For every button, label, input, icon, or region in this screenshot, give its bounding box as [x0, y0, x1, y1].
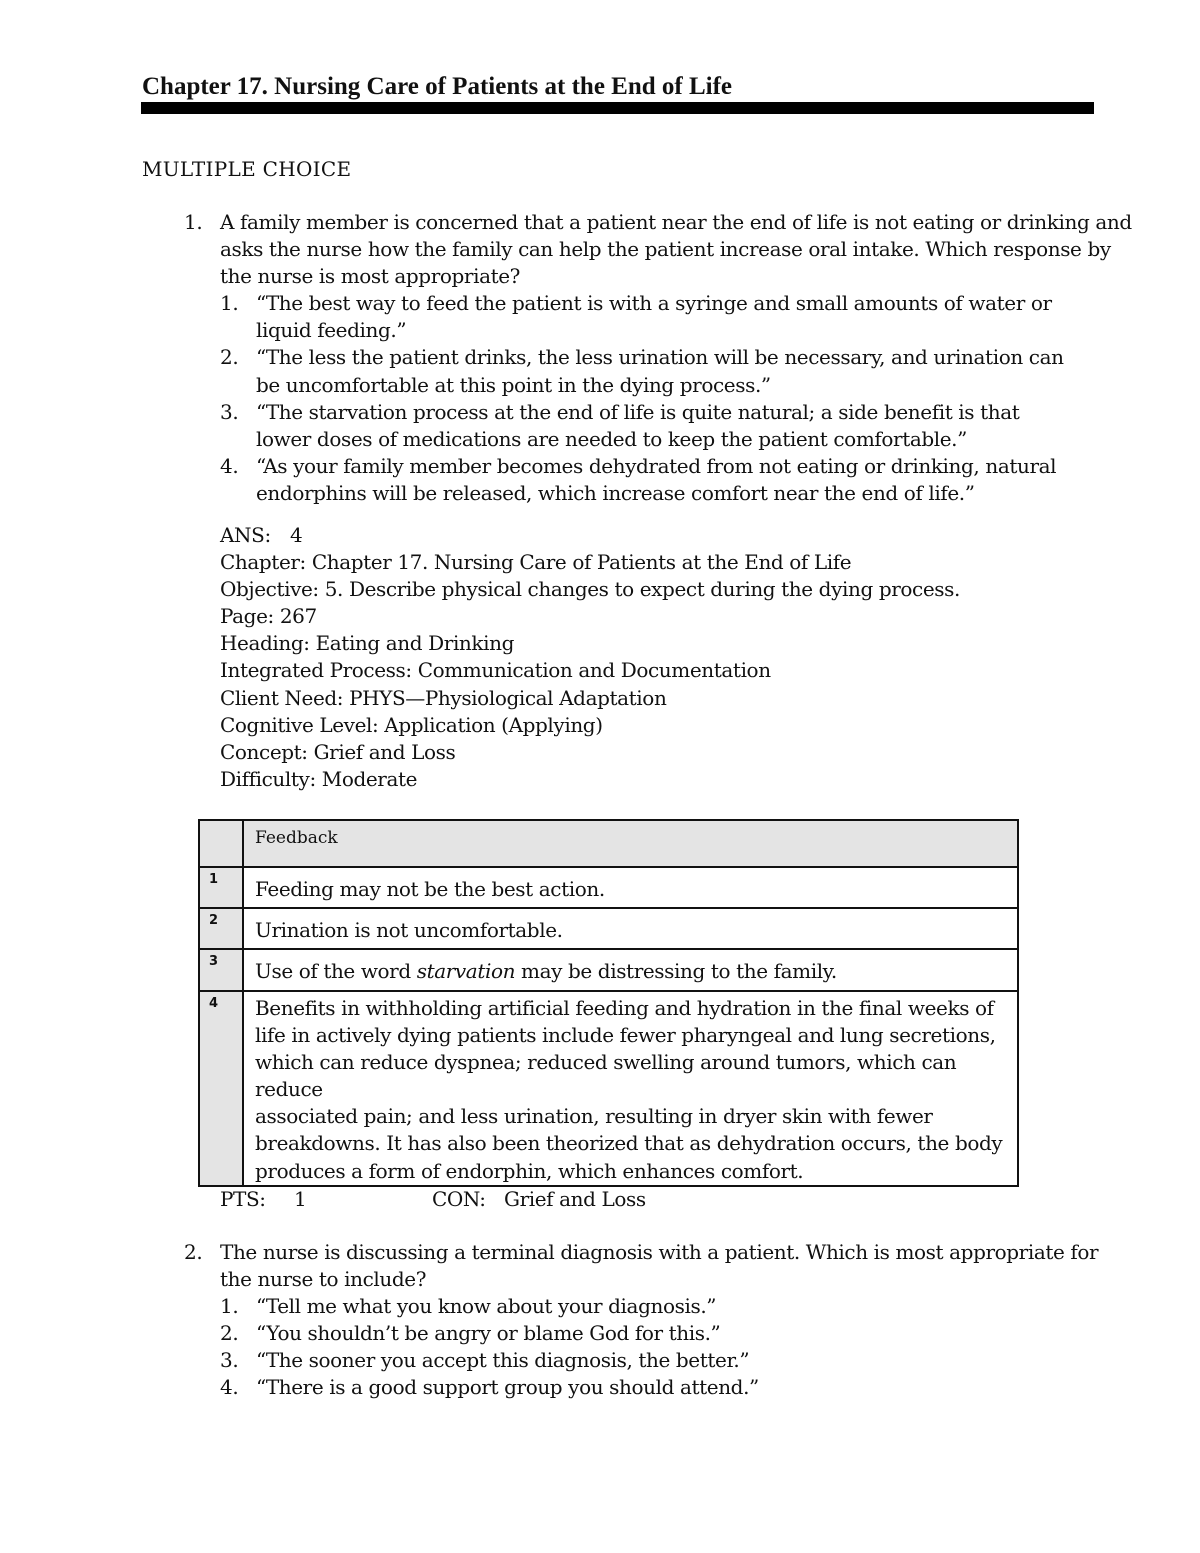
- option-line: “The sooner you accept this diagnosis, the better.”: [256, 1348, 750, 1373]
- option-line: liquid feeding.”: [256, 318, 407, 343]
- feedback-text-after: may be distressing to the family.: [515, 959, 837, 983]
- feedback-line: Benefits in withholding artificial feeding and hydration in the final weeks of: [255, 996, 994, 1020]
- answer-value: 4: [290, 523, 303, 547]
- answer-options: [184, 290, 1104, 507]
- option-line: “Tell me what you know about your diagnosis.”: [256, 1294, 717, 1319]
- answer-option: [220, 1374, 1104, 1401]
- feedback-row: [199, 908, 1018, 949]
- question-number: 2.: [184, 1240, 203, 1264]
- meta-page: Page: 267: [220, 604, 317, 629]
- feedback-table: [198, 819, 1019, 1187]
- feedback-row-number: 4: [199, 991, 243, 1186]
- points-label: PTS:: [220, 1187, 266, 1211]
- option-line: lower doses of medications are needed to keep the patient comfortable.”: [256, 426, 967, 451]
- title-rule: [141, 102, 1094, 114]
- feedback-line: life in actively dying patients include fewer pharyngeal and lung secretions,: [255, 1023, 996, 1048]
- answer-line: [220, 522, 1080, 549]
- meta-integrated-process: Integrated Process: Communication and Documentation: [220, 658, 771, 683]
- feedback-row: [199, 949, 1018, 991]
- chapter-title: Chapter 17. Nursing Care of Patients at the End of Life: [142, 73, 733, 100]
- concept-label: CON:: [432, 1187, 486, 1211]
- meta-chapter: Chapter: Chapter 17. Nursing Care of Patients at the End of Life: [220, 550, 852, 575]
- feedback-row: [199, 867, 1018, 908]
- stem-line: A family member is concerned that a patient near the end of life is not eating or drinking and: [220, 210, 1132, 234]
- feedback-line: produces a form of endorphin, which enhances comfort.: [255, 1158, 804, 1183]
- meta-client-need: Client Need: PHYS—Physiological Adaptation: [220, 685, 667, 710]
- feedback-text: Feeding may not be the best action.: [243, 867, 1018, 908]
- feedback-row-number: 1: [199, 867, 243, 908]
- feedback-header: Feedback: [243, 820, 1018, 867]
- feedback-row: [199, 991, 1018, 1186]
- section-heading: MULTIPLE CHOICE: [142, 157, 352, 181]
- question-2: [184, 1239, 1104, 1402]
- option-number: 1.: [220, 1294, 239, 1319]
- option-line: “You shouldn’t be angry or blame God for this.”: [256, 1321, 721, 1346]
- question-stem: [220, 1239, 1104, 1293]
- feedback-row-number: 3: [199, 949, 243, 991]
- question-stem: [220, 209, 1132, 290]
- option-number: 2.: [220, 1321, 239, 1346]
- option-number: 2.: [220, 345, 239, 370]
- answer-label: ANS:: [220, 523, 271, 547]
- meta-heading: Heading: Eating and Drinking: [220, 631, 515, 656]
- option-number: 1.: [220, 291, 239, 316]
- answer-option: [220, 344, 1104, 398]
- stem-line: the nurse to include?: [220, 1267, 427, 1292]
- feedback-line: associated pain; and less urination, resulting in dryer skin with fewer: [255, 1104, 933, 1129]
- header-number-cell: [199, 820, 243, 867]
- meta-difficulty: Difficulty: Moderate: [220, 766, 418, 791]
- stem-line: The nurse is discussing a terminal diagnosis with a patient. Which is most appropriate for: [220, 1240, 1099, 1264]
- option-number: 4.: [220, 1375, 239, 1400]
- meta-objective: Objective: 5. Describe physical changes to expect during the dying process.: [220, 577, 960, 602]
- question-number: 1.: [184, 210, 203, 234]
- points-value: 1: [294, 1187, 307, 1211]
- option-line: “The less the patient drinks, the less urination will be necessary, and urination can: [256, 345, 1064, 370]
- option-line: “The best way to feed the patient is with a syringe and small amounts of water or: [256, 291, 1052, 316]
- option-line: “The starvation process at the end of life is quite natural; a side benefit is that: [256, 399, 1020, 424]
- option-line: be uncomfortable at this point in the dying process.”: [256, 372, 771, 397]
- answer-option: [220, 399, 1104, 453]
- feedback-text: Urination is not uncomfortable.: [243, 908, 1018, 949]
- answer-metadata: [220, 522, 1080, 793]
- answer-option: [220, 1320, 1104, 1347]
- option-number: 3.: [220, 399, 239, 424]
- answer-option: [220, 453, 1104, 507]
- meta-cognitive-level: Cognitive Level: Application (Applying): [220, 712, 603, 737]
- stem-line: the nurse is most appropriate?: [220, 264, 520, 289]
- option-number: 3.: [220, 1348, 239, 1373]
- stem-line: asks the nurse how the family can help the patient increase oral intake. Which response by: [220, 237, 1111, 262]
- concept-value: Grief and Loss: [504, 1187, 646, 1211]
- option-number: 4.: [220, 453, 239, 478]
- question-1: [184, 209, 1132, 507]
- points-concept-line: [220, 1186, 646, 1213]
- feedback-text-italic: starvation: [416, 959, 516, 983]
- answer-options: [184, 1293, 1104, 1401]
- feedback-text: [243, 991, 1018, 1186]
- option-line: “As your family member becomes dehydrated from not eating or drinking, natural: [256, 453, 1057, 478]
- feedback-line: breakdowns. It has also been theorized that as dehydration occurs, the body: [255, 1131, 1003, 1156]
- feedback-row-number: 2: [199, 908, 243, 949]
- meta-concept: Concept: Grief and Loss: [220, 739, 456, 764]
- option-line: “There is a good support group you should attend.”: [256, 1375, 759, 1400]
- feedback-text: [243, 949, 1018, 991]
- answer-option: [220, 1347, 1104, 1374]
- answer-option: [220, 1293, 1104, 1320]
- feedback-header-row: [199, 820, 1018, 867]
- feedback-line: which can reduce dyspnea; reduced swelling around tumors, which can reduce: [255, 1050, 957, 1102]
- feedback-text-before: Use of the word: [255, 959, 417, 983]
- answer-option: [220, 290, 1104, 344]
- option-line: endorphins will be released, which increase comfort near the end of life.”: [256, 480, 975, 505]
